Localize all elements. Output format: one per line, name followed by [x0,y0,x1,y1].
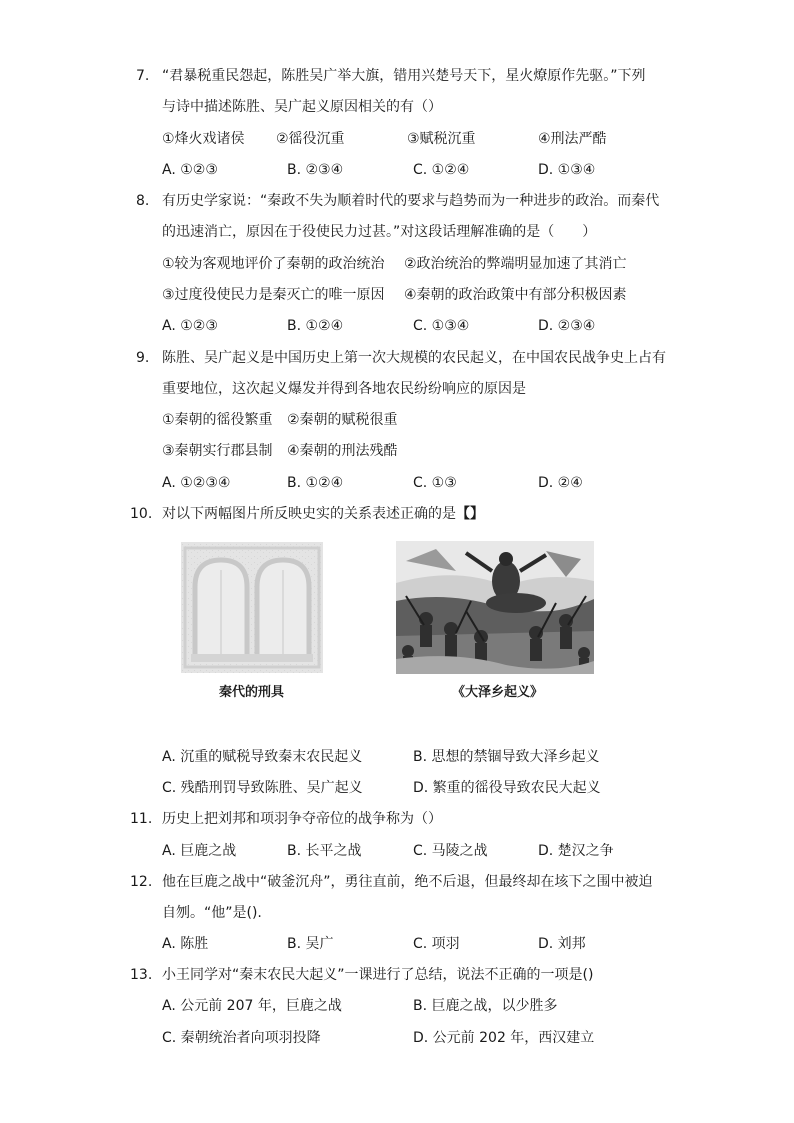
qin-torture-instrument-image [181,542,323,673]
option-d[interactable]: D. ①③④ [538,162,596,178]
option-d[interactable]: D. ②③④ [538,318,596,334]
statement: ③赋税沉重 [407,131,476,147]
option-a[interactable]: A. 沉重的赋税导致秦末农民起义 [162,749,363,765]
statement: ④秦朝的政治政策中有部分积极因素 [404,287,627,303]
option-b[interactable]: B. ①②④ [287,318,344,334]
statement: ③秦朝实行郡县制 [162,443,273,459]
statement: ③过度役使民力是秦灭亡的唯一原因 [162,287,385,303]
option-c[interactable]: C. ①②④ [413,162,470,178]
option-d[interactable]: D. 繁重的徭役导致农民大起义 [413,780,601,796]
option-c[interactable]: C. 残酷刑罚导致陈胜、吴广起义 [162,780,363,796]
option-c[interactable]: C. 项羽 [413,936,460,952]
statement: ①较为客观地评价了秦朝的政治统治 [162,256,385,272]
option-a[interactable]: A. 巨鹿之战 [162,843,237,859]
option-a[interactable]: A. ①②③ [162,162,218,178]
question-number: 8. [136,193,150,209]
question-text: 与诗中描述陈胜、吴广起义原因相关的有（） [162,99,442,115]
question-number: 13. [130,967,153,983]
option-c[interactable]: C. 秦朝统治者向项羽投降 [162,1030,321,1046]
statement: ④刑法严酷 [538,131,607,147]
option-b[interactable]: B. 巨鹿之战，以少胜多 [413,998,558,1014]
question-text: 有历史学家说：“秦政不失为顺着时代的要求与趋势而为一种进步的政治。而秦代 [162,193,660,209]
question-number: 12. [130,874,153,890]
question-text: 他在巨鹿之战中“破釜沉舟”，勇往直前，绝不后退，但最终却在垓下之围中被迫 [162,874,653,890]
option-c[interactable]: C. 马陵之战 [413,843,488,859]
question-number: 11. [130,811,153,827]
question-text: 陈胜、吴广起义是中国历史上第一次大规模的农民起义，在中国农民战争史上占有 [162,350,666,366]
question-text: 自刎。“他”是(). [162,905,262,921]
question-text: “君暴税重民怨起，陈胜吴广举大旗，错用兴楚号天下，星火燎原作先驱。”下列 [162,68,646,84]
option-d[interactable]: D. 刘邦 [538,936,586,952]
option-b[interactable]: B. 吴广 [287,936,334,952]
option-a[interactable]: A. ①②③ [162,318,218,334]
option-b[interactable]: B. 长平之战 [287,843,362,859]
question-text: 小王同学对“秦末农民大起义”一课进行了总结，说法不正确的一项是() [162,967,594,983]
statement: ①秦朝的徭役繁重 [162,412,273,428]
statement: ④秦朝的刑法残酷 [287,443,398,459]
question-text: 历史上把刘邦和项羽争夺帝位的战争称为（） [162,811,442,827]
question-number: 10. [130,506,153,522]
question-number: 9. [136,350,150,366]
statement: ②秦朝的赋税很重 [287,412,398,428]
question-text: 对以下两幅图片所反映史实的关系表述正确的是【】 [162,506,484,522]
dazexiang-uprising-image [396,541,594,674]
figure-caption: 《大泽乡起义》 [452,685,544,700]
question-text: 重要地位，这次起义爆发并得到各地农民纷纷响应的原因是 [162,381,526,397]
option-b[interactable]: B. ②③④ [287,162,344,178]
question-number: 7. [136,68,150,84]
option-c[interactable]: C. ①③ [413,475,457,491]
figure-caption: 秦代的刑具 [219,685,285,700]
option-b[interactable]: B. 思想的禁锢导致大泽乡起义 [413,749,600,765]
option-a[interactable]: A. 陈胜 [162,936,209,952]
option-c[interactable]: C. ①③④ [413,318,470,334]
answer-bracket: 【】 [456,506,484,522]
option-d[interactable]: D. 楚汉之争 [538,843,614,859]
question-text: 的迅速消亡，原因在于役使民力过甚。”对这段话理解准确的是（ ） [162,224,597,240]
option-d[interactable]: D. ②④ [538,475,583,491]
statement: ②徭役沉重 [276,131,345,147]
option-a[interactable]: A. ①②③④ [162,475,231,491]
option-a[interactable]: A. 公元前 207 年，巨鹿之战 [162,998,342,1014]
statement: ②政治统治的弊端明显加速了其消亡 [404,256,627,272]
option-b[interactable]: B. ①②④ [287,475,344,491]
option-d[interactable]: D. 公元前 202 年，西汉建立 [413,1030,595,1046]
statement: ①烽火戏诸侯 [162,131,245,147]
